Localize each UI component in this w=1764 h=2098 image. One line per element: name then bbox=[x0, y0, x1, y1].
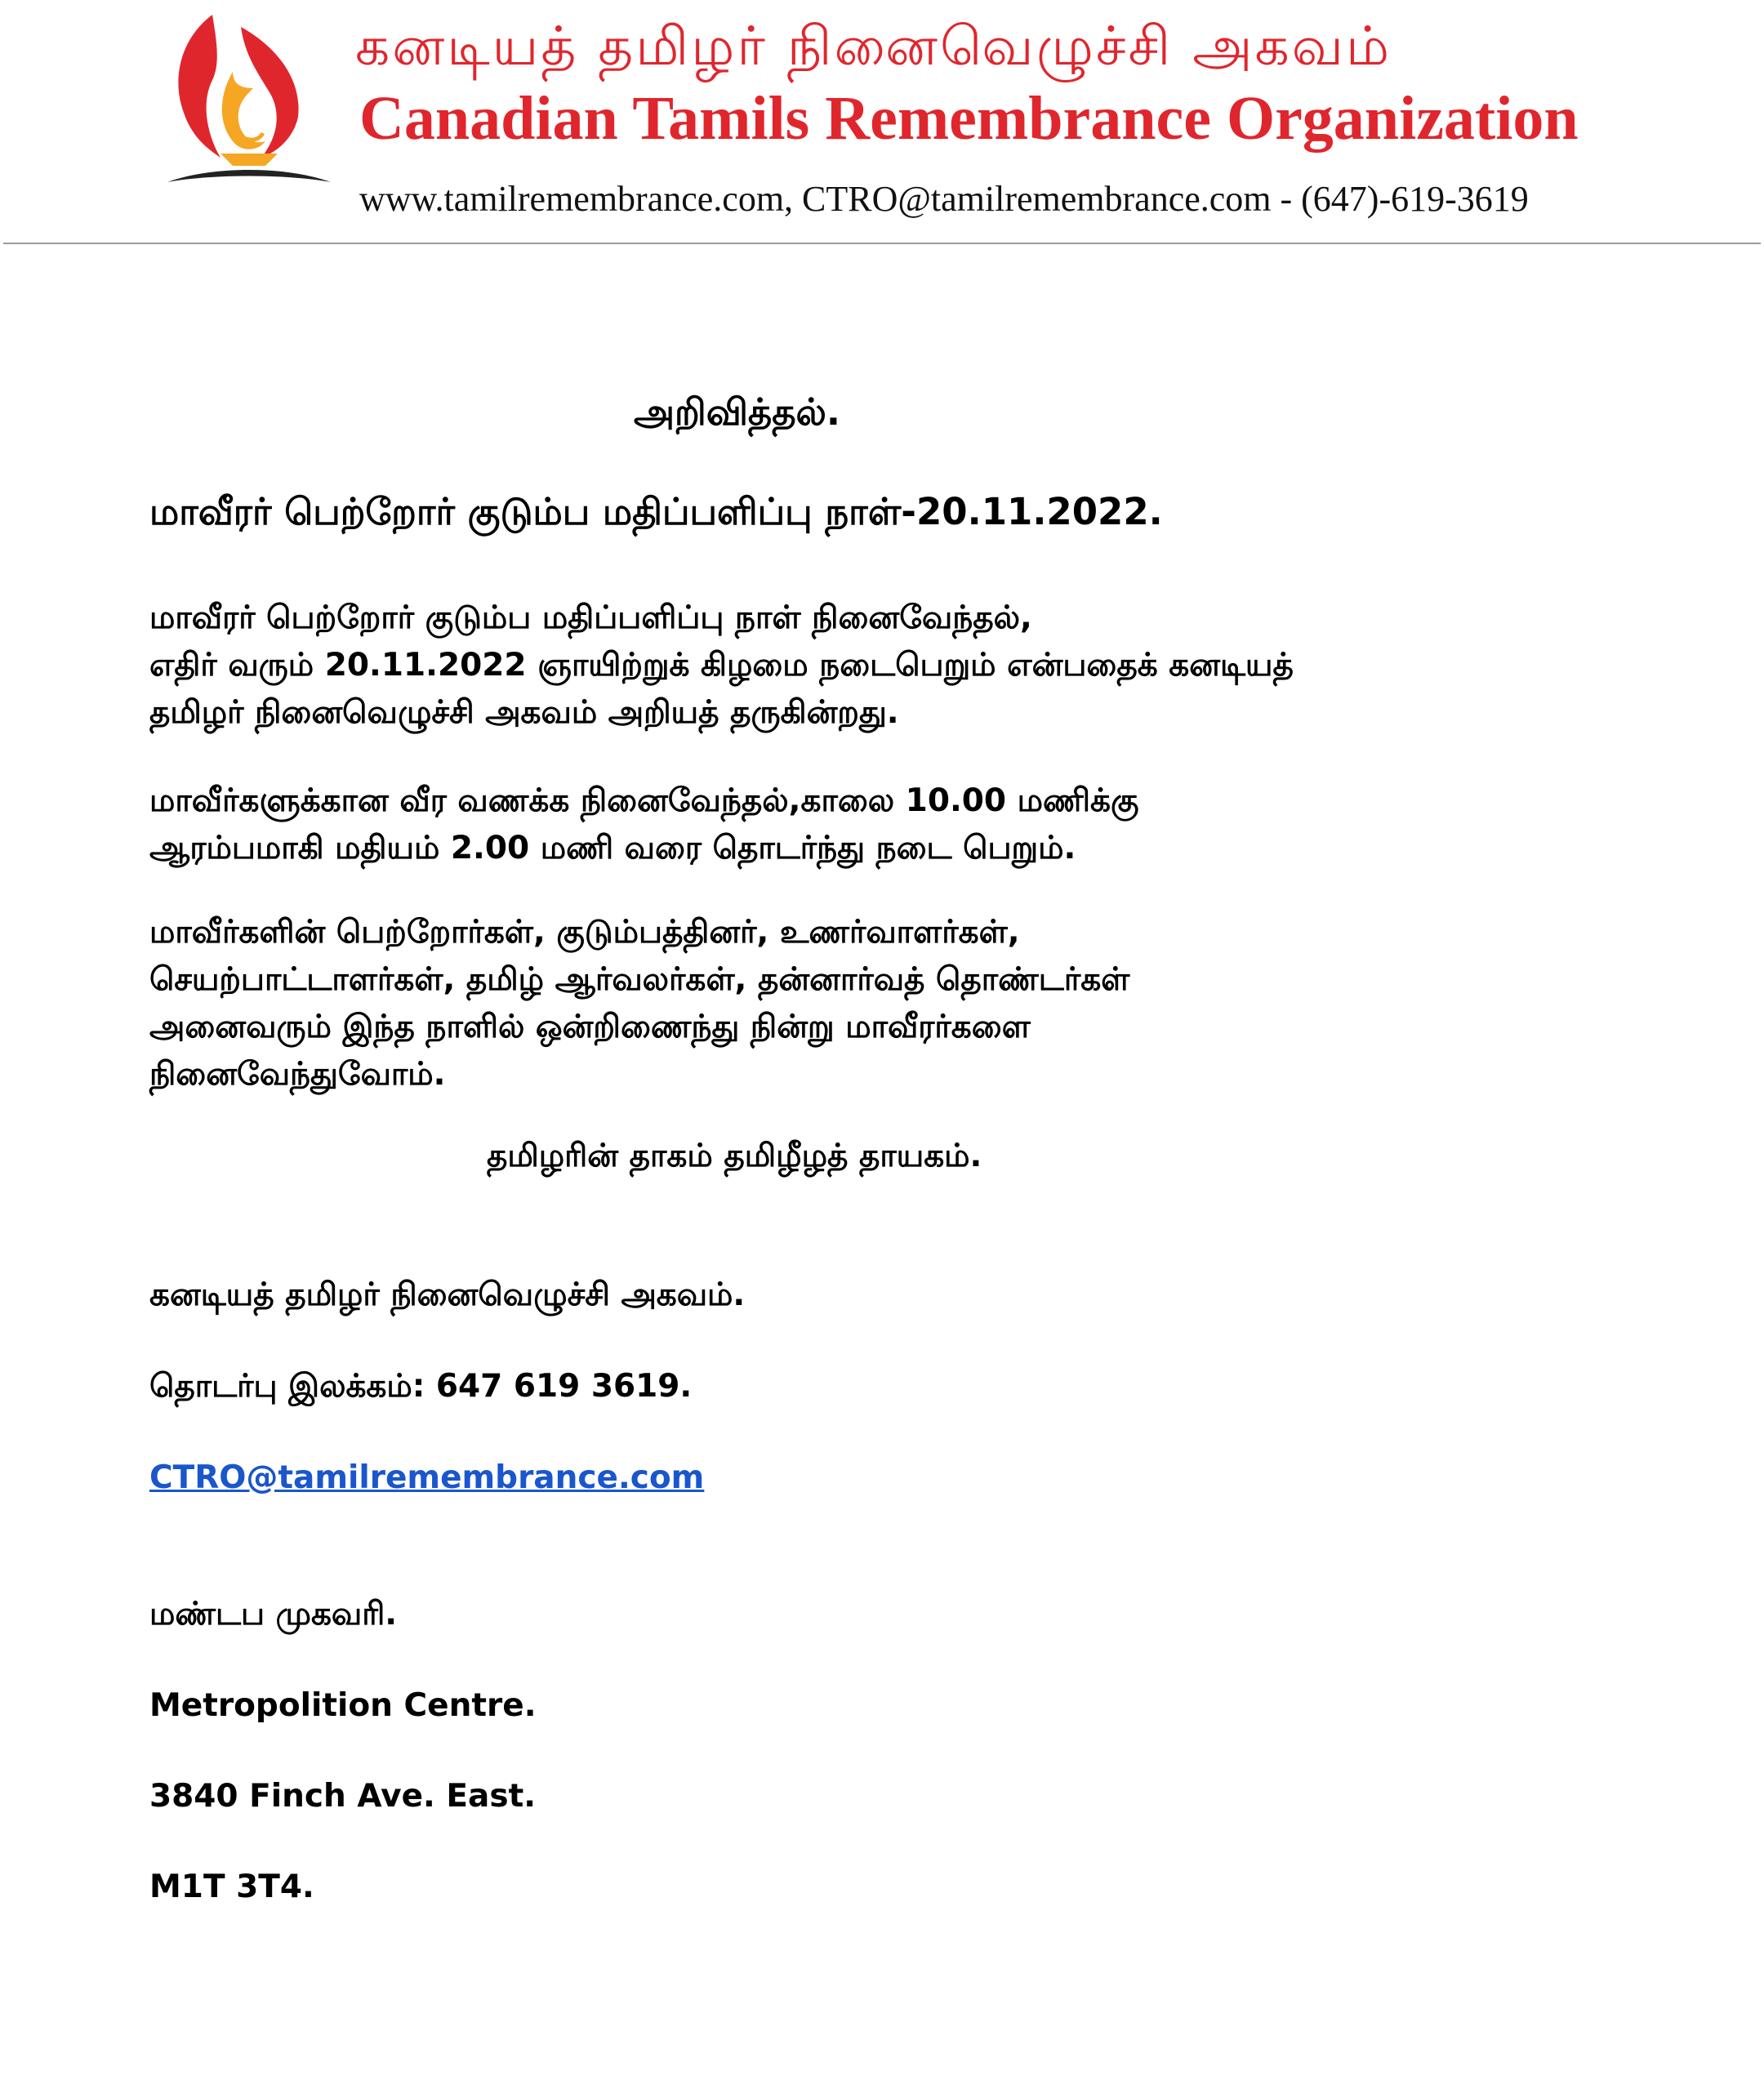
paragraph-invitation: மாவீர்களின் பெற்றோர்கள், குடும்பத்தினர், உணர்வாளர்கள், செயற்பாட்டாளர்கள், தமிழ் ஆர்வலர்கள், தன்னார்வத் தொண்டர்கள் அனைவரும் இந்த நாளில் ஒன்றிணைந்து நின்று மாவீரர்களை நினைவேந்துவோம். bbox=[149, 914, 1130, 1093]
letterhead bbox=[0, 0, 1764, 245]
venue-postal-code: M1T 3T4. bbox=[149, 1869, 314, 1905]
email-link[interactable]: CTRO@tamilremembrance.com bbox=[149, 1459, 705, 1496]
venue-street: 3840 Finch Ave. East. bbox=[149, 1778, 537, 1815]
flame-logo-icon bbox=[163, 7, 335, 186]
org-name-tamil: கனடியத் தமிழர் நினைவெழுச்சி அகவம் bbox=[355, 15, 1392, 78]
org-name-english: Canadian Tamils Remembrance Organization bbox=[359, 84, 1579, 153]
venue-name: Metropolition Centre. bbox=[149, 1687, 537, 1724]
slogan: தமிழரின் தாகம் தமிழீழத் தாயகம். bbox=[487, 1138, 982, 1174]
paragraph-event-announcement: மாவீரர் பெற்றோர் குடும்ப மதிப்பளிப்பு நாள் நினைவேந்தல், எதிர் வரும் 20.11.2022 ஞாயிற்றுக் கிழமை நடைபெறும் என்பதைக் கனடியத் தமிழர் நினைவெழுச்சி அகவம் அறியத் தருகின்றது. bbox=[149, 599, 1294, 731]
header-divider bbox=[3, 243, 1761, 244]
contact-line: www.tamilremembrance.com, CTRO@tamilremembrance.com - (647)-619-3619 bbox=[359, 179, 1529, 219]
signature: கனடியத் தமிழர் நினைவெழுச்சி அகவம். bbox=[149, 1276, 746, 1313]
phone-line: தொடர்பு இலக்கம்: 647 619 3619. bbox=[149, 1368, 693, 1405]
notice-headline: மாவீரர் பெற்றோர் குடும்ப மதிப்பளிப்பு நாள்-20.11.2022. bbox=[149, 490, 1163, 533]
venue-label: மண்டப முகவரி. bbox=[149, 1596, 398, 1633]
paragraph-event-time: மாவீர்களுக்கான வீர வணக்க நினைவேந்தல்,காலை 10.00 மணிக்கு ஆரம்பமாகி மதியம் 2.00 மணி வரை தொடர்ந்து நடை பெறும். bbox=[149, 782, 1139, 866]
notice-title: அறிவித்தல். bbox=[634, 390, 840, 434]
